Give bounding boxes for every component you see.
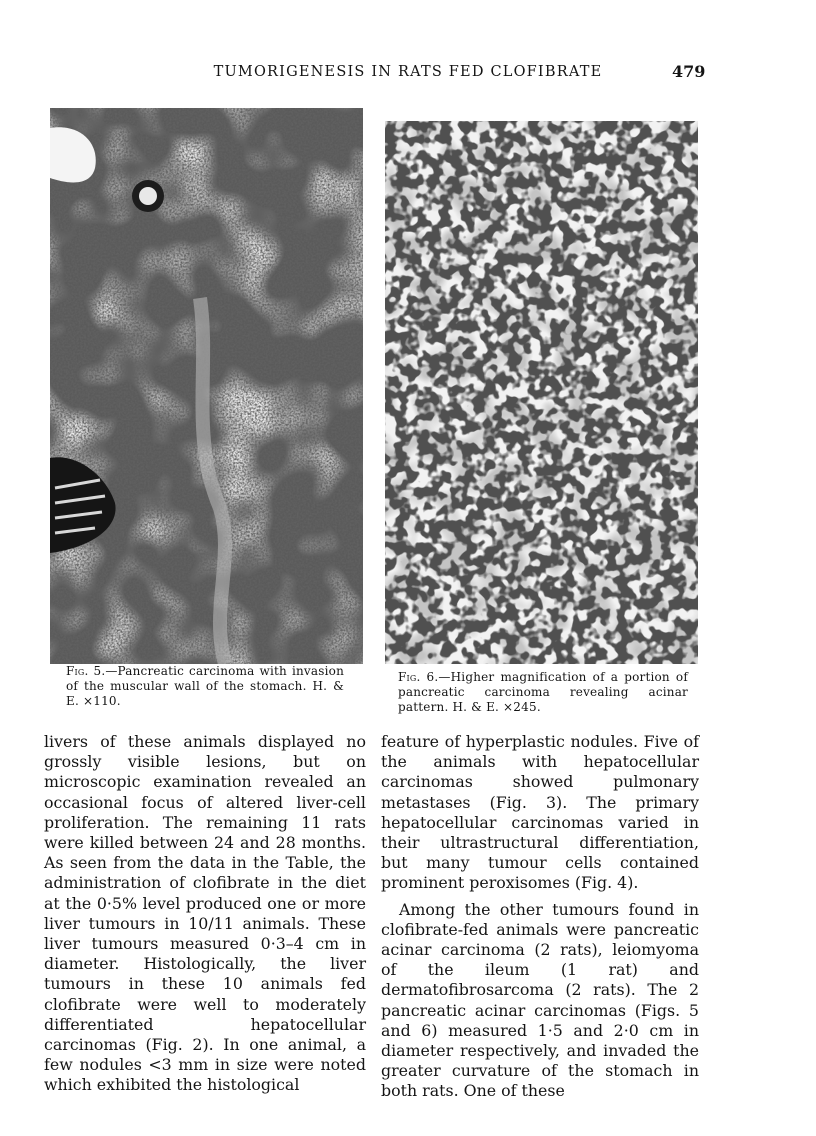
body-paragraph: Among the other tumours found in clofibrate-fed animals were pancreatic acinar carcinoma (2 rats), leiomyoma of the ileum (1 rat) and dermatofibrosarcoma (2 rats). The 2 pancreatic acinar carcinomas (Figs. 5 and 6) measured 1·5 and 2·0 cm in diameter respectively, and invaded the greater curvature of the stomach in both rats. One of these xyxy=(381,899,699,1101)
body-paragraph: feature of hyperplastic nodules. Five of the animals with hepatocellular carcinomas showed pulmonary metastases (Fig. 3). The primary hepatocellular carcinomas varied in their ultrastructural differentiation, but many tumour cells contained prominent peroxisomes (Fig. 4). xyxy=(381,732,699,893)
figure-5-caption xyxy=(66,664,344,709)
figure-5-image xyxy=(50,108,363,664)
figure-6-caption xyxy=(398,670,688,715)
figure-6-caption-text: —Higher magnification of a portion of pancreatic carcinoma revealing acinar pattern. H. & E. ×245. xyxy=(398,670,688,714)
figure-6-image xyxy=(385,121,698,664)
figure-5-micrograph xyxy=(50,108,363,664)
body-column-left xyxy=(44,732,366,1096)
figure-5-caption-text: —Pancreatic carcinoma with invasion of the muscular wall of the stomach. H. & E. ×110. xyxy=(66,664,344,708)
body-column-right xyxy=(381,732,699,1102)
figure-6-label: Fig. 6. xyxy=(398,670,439,684)
figure-6-micrograph xyxy=(385,121,698,664)
figure-5-label: Fig. 5. xyxy=(66,664,106,678)
page-number: 479 xyxy=(672,62,706,81)
running-title: TUMORIGENESIS IN RATS FED CLOFIBRATE xyxy=(213,64,603,80)
body-paragraph: livers of these animals displayed no grossly visible lesions, but on microscopic examination revealed an occasional focus of altered liver-cell proliferation. The remaining 11 rats were killed between 24 and 28 months. As seen from the data in the Table, the administration of clofibrate in the diet at the 0·5% level produced one or more liver tumours in 10/11 animals. These liver tumours measured 0·3–4 cm in diameter. Histologically, the liver tumours in these 10 animals fed clofibrate were well to moderately differentiated hepatocellular carcinomas (Fig. 2). In one animal, a few nodules <3 mm in size were noted which exhibited the histological xyxy=(44,732,366,1095)
